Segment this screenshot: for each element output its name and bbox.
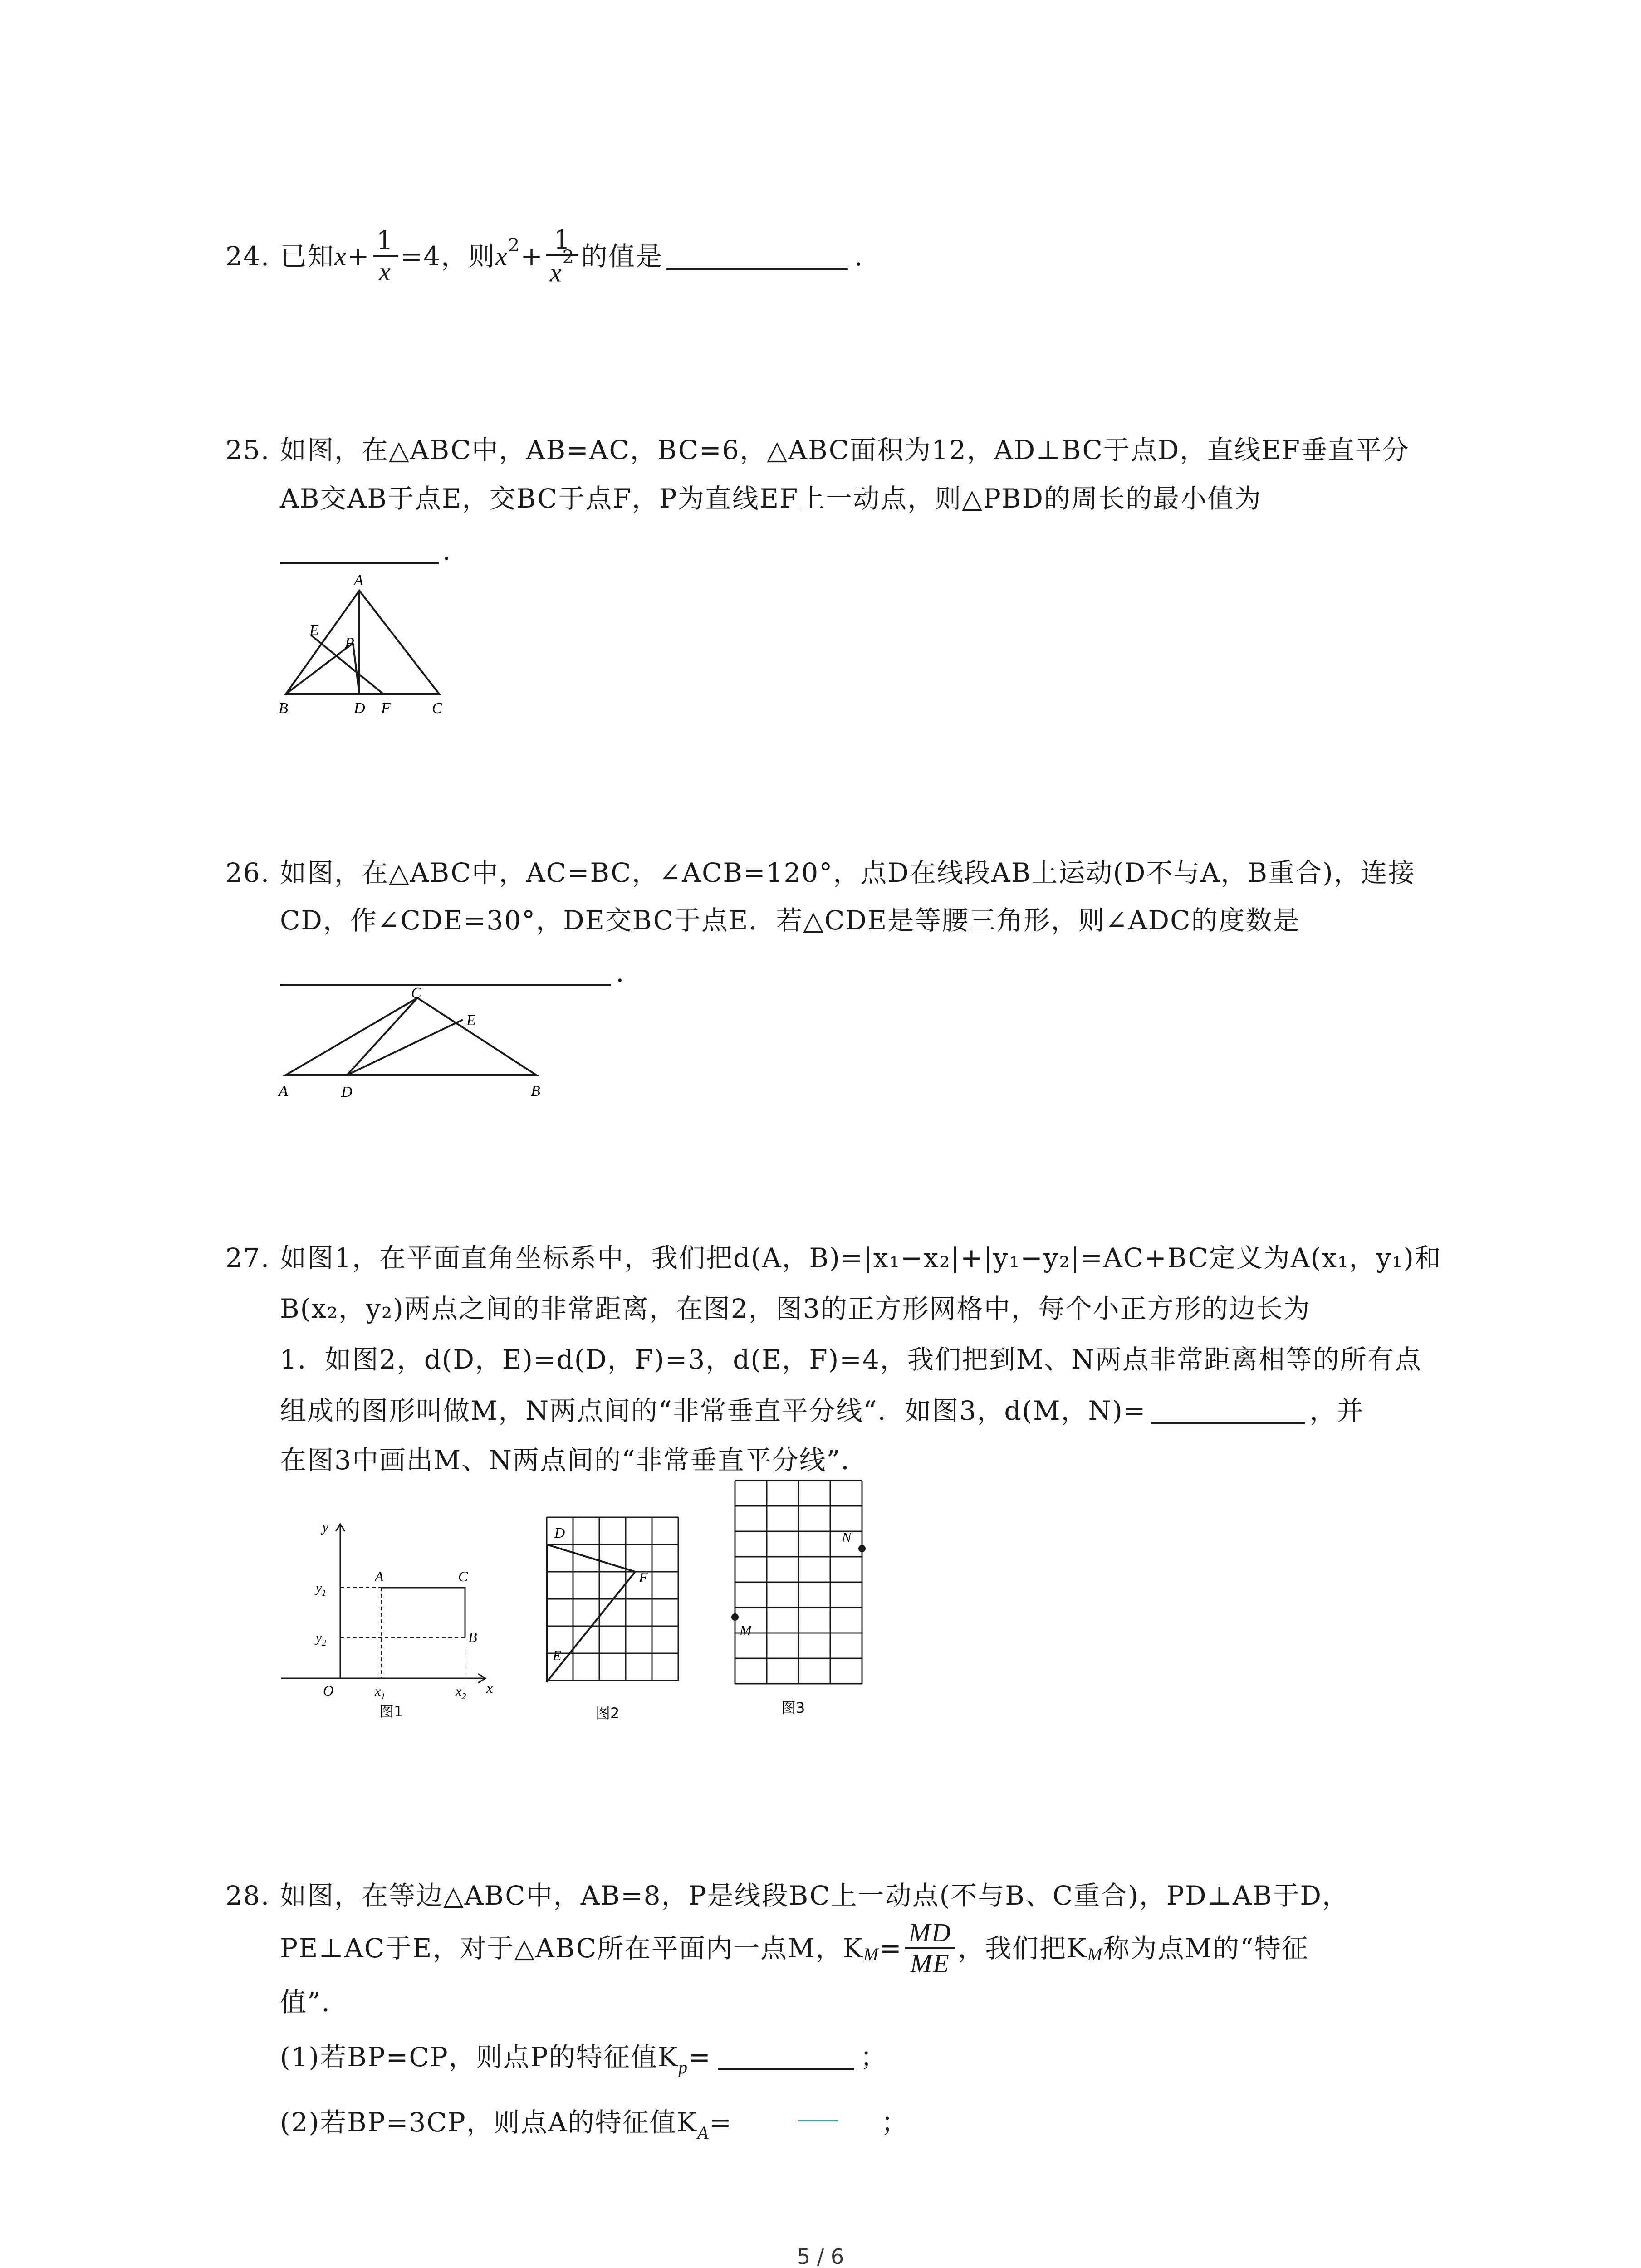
fig2-caption: 图2 xyxy=(596,1705,620,1722)
q27-figure-3 xyxy=(726,1479,876,1733)
svg-text:F: F xyxy=(639,1569,648,1585)
q25-label-c: C xyxy=(432,700,442,717)
svg-text:D: D xyxy=(554,1525,565,1541)
svg-text:C: C xyxy=(458,1568,468,1584)
q27-line-1: 如图1，在平面直角坐标系中，我们把d(A，B)=|x₁−x₂|+|y₁−y₂|=AC+BC定义为A(x₁，y₁)和 xyxy=(280,1242,1442,1273)
q25-label-e: E xyxy=(309,622,319,639)
q25-label-f: F xyxy=(381,700,391,717)
answer-blank-28-1[interactable] xyxy=(718,2043,854,2070)
q25-label-p: P xyxy=(345,635,354,651)
q27-line-3: 1．如图2，d(D，E)=d(D，F)=3，d(E，F)=4，我们把到M、N两点非常距离相等的所有点 xyxy=(280,1344,1422,1375)
point-n xyxy=(858,1545,866,1552)
q28-number: 28. xyxy=(225,1880,270,1911)
fig1-caption: 图1 xyxy=(379,1703,403,1720)
q25-label-b: B xyxy=(279,700,288,717)
q27-line-5: 在图3中画出M、N两点间的“非常垂直平分线”． xyxy=(280,1445,868,1476)
answer-blank-27[interactable] xyxy=(1151,1397,1305,1424)
q28-line-3: 值”． xyxy=(280,1987,349,2018)
svg-text:x: x xyxy=(486,1680,493,1696)
svg-text:M: M xyxy=(740,1622,752,1638)
q27-number: 27. xyxy=(225,1242,270,1273)
svg-text:y: y xyxy=(322,1518,329,1535)
q26-figure xyxy=(272,984,563,1102)
teal-dash xyxy=(798,2120,838,2121)
svg-text:A: A xyxy=(375,1568,384,1584)
svg-text:E: E xyxy=(553,1647,562,1663)
q28-line-1: 如图，在等边△ABC中，AB=8，P是线段BC上一动点(不与B、C重合)，PD⊥AB于D， xyxy=(280,1880,1350,1911)
q24-number: 24. xyxy=(225,241,270,272)
q26-label-b: B xyxy=(531,1083,540,1100)
fig3-caption: 图3 xyxy=(781,1699,805,1716)
point-m xyxy=(731,1613,739,1621)
svg-text:y2: $y_2$ xyxy=(316,1630,327,1648)
answer-blank-26[interactable] xyxy=(280,962,611,986)
svg-text:B: B xyxy=(468,1629,477,1645)
q28-line-2: PE⊥AC于E，对于△ABC所在平面内一点M，K $_M$ = $\frac{MD}{ME}$ ，我们把K $_M$ 称为点M的“特征 xyxy=(280,1918,1309,1978)
q25-line-2: AB交AB于点E，交BC于点F，P为直线EF上一动点，则△PBD的周长的最小值为 xyxy=(280,483,1262,514)
q28-sub-2: (2)若BP=3CP，则点A的特征值K $_A$ = ； xyxy=(280,2107,908,2143)
q26-line-1: 如图，在△ABC中，AC=BC，∠ACB=120°，点D在线段AB上运动(D不与A，B重合)，连接 xyxy=(280,857,1416,888)
q28-sub-1: (1)若BP=CP，则点P的特征值K $_p$ = ； xyxy=(280,2042,887,2077)
q27-line-4: 组成的图形叫做M，N两点间的“非常垂直平分线“．如图3，d(M，N)= ，并 xyxy=(280,1395,1364,1426)
q26-label-a: A xyxy=(279,1083,288,1100)
q25-number: 25. xyxy=(225,435,270,465)
q27-figure-3-grid xyxy=(735,1481,862,1684)
svg-text:O: O xyxy=(323,1682,334,1699)
q26-label-d: D xyxy=(341,1084,353,1100)
answer-blank-28-2[interactable] xyxy=(739,2111,875,2136)
page-number: 5 / 6 xyxy=(797,2244,844,2268)
q26-label-c: C xyxy=(411,985,421,1002)
svg-text:N: N xyxy=(842,1529,852,1545)
q27-figure-2 xyxy=(535,1506,685,1733)
q28-fraction: $\frac{MD}{ME}$ xyxy=(905,1918,955,1978)
q24: 24. 已知 x + $\frac{1}{x}$ =4，则 x $^2$ + $\frac{1}{x^2}$ 的值是 . xyxy=(225,224,864,288)
q25-line-1: 如图，在△ABC中，AB=AC，BC=6，△ABC面积为12，AD⊥BC于点D，直线EF垂直平分 xyxy=(280,435,1410,465)
answer-blank-24[interactable] xyxy=(666,243,848,270)
q27-figure-1 xyxy=(272,1515,508,1733)
q27-line-2: B(x₂，y₂)两点之间的非常距离，在图2，图3的正方形网格中，每个小正方形的边长为 xyxy=(280,1293,1311,1324)
svg-text:x2: $x_2$ xyxy=(456,1684,466,1701)
svg-text:x1: $x_1$ xyxy=(375,1684,386,1701)
q25-label-a: A xyxy=(354,572,363,589)
q24-fraction-2: $\frac{1}{x^2}$ xyxy=(546,225,578,287)
q26-label-e: E xyxy=(466,1012,476,1029)
q25-label-d: D xyxy=(354,700,365,717)
answer-blank-25[interactable] xyxy=(280,540,439,564)
q25-figure xyxy=(272,572,463,717)
q26-line-2: CD，作∠CDE=30°，DE交BC于点E．若△CDE是等腰三角形，则∠ADC的度数是 xyxy=(280,905,1300,936)
svg-text:y1: $y_1$ xyxy=(316,1580,327,1598)
q24-fraction-1: $\frac{1}{x}$ xyxy=(373,226,398,286)
q26-number: 26. xyxy=(225,857,270,888)
